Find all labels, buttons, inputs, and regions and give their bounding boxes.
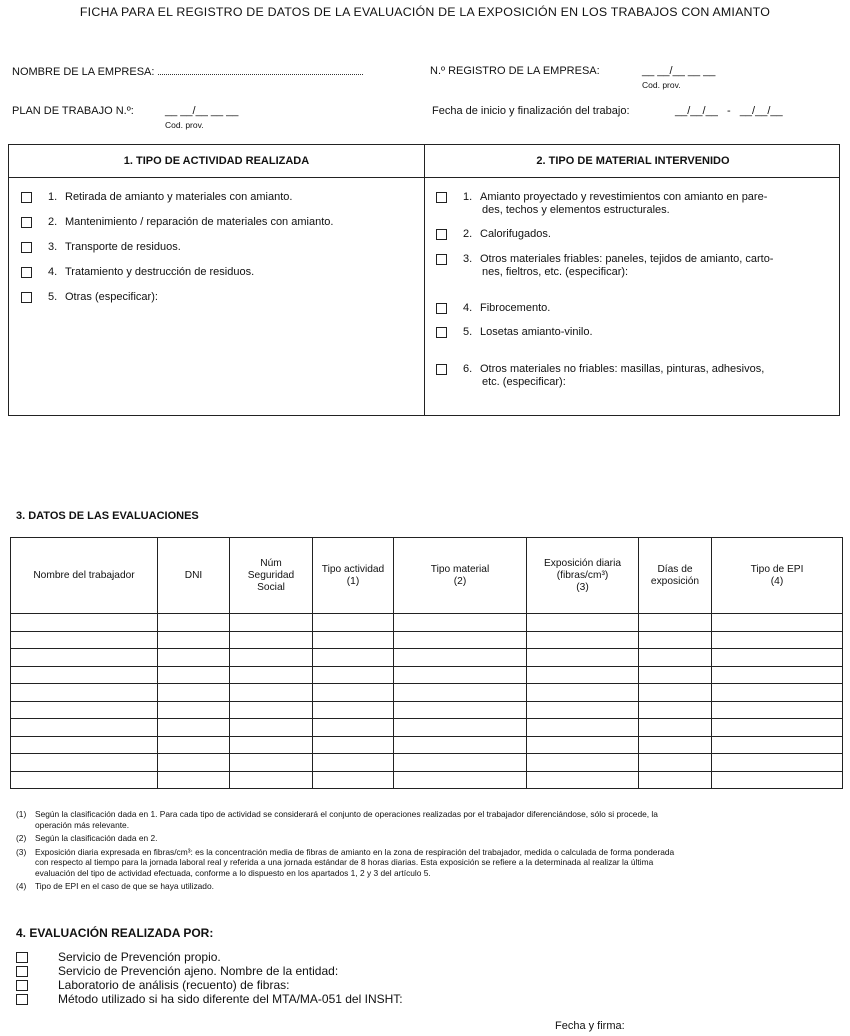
column-header: Exposición diaria (fibras/cm³) (3) (527, 538, 639, 614)
table-cell[interactable] (158, 736, 230, 754)
table-cell[interactable] (158, 701, 230, 719)
table-cell[interactable] (712, 771, 843, 789)
table-cell[interactable] (639, 754, 712, 772)
evaluations-table (10, 537, 843, 789)
table-row (11, 666, 843, 684)
company-registry-label: N.º REGISTRO DE LA EMPRESA: (430, 65, 600, 77)
table-cell[interactable] (230, 614, 313, 632)
table-row (11, 771, 843, 789)
table-cell[interactable] (394, 666, 527, 684)
checkbox[interactable] (436, 364, 447, 375)
table-cell[interactable] (712, 719, 843, 737)
table-row (11, 649, 843, 667)
table-cell[interactable] (394, 701, 527, 719)
table-cell[interactable] (712, 684, 843, 702)
table-cell[interactable] (11, 736, 158, 754)
column-header: Tipo material (2) (394, 538, 527, 614)
checkbox[interactable] (16, 952, 28, 963)
checkbox[interactable] (16, 994, 28, 1005)
checkbox[interactable] (436, 303, 447, 314)
plan-cod-prov: Cod. prov. (165, 120, 204, 130)
table-cell[interactable] (158, 666, 230, 684)
table-cell[interactable] (527, 666, 639, 684)
table-cell[interactable] (230, 649, 313, 667)
table-cell[interactable] (394, 736, 527, 754)
section1-title: 1. TIPO DE ACTIVIDAD REALIZADA (123, 155, 310, 167)
table-cell[interactable] (639, 701, 712, 719)
table-cell[interactable] (11, 666, 158, 684)
table-cell[interactable] (394, 684, 527, 702)
table-cell[interactable] (712, 631, 843, 649)
table-cell[interactable] (394, 614, 527, 632)
table-cell[interactable] (158, 631, 230, 649)
table-cell[interactable] (11, 701, 158, 719)
table-cell[interactable] (639, 614, 712, 632)
table-cell[interactable] (639, 649, 712, 667)
table-cell[interactable] (230, 631, 313, 649)
table-cell[interactable] (712, 754, 843, 772)
table-cell[interactable] (11, 754, 158, 772)
table-header-row (11, 538, 843, 614)
table-cell[interactable] (158, 684, 230, 702)
table-cell[interactable] (394, 631, 527, 649)
table-cell[interactable] (230, 719, 313, 737)
table-cell[interactable] (394, 754, 527, 772)
date-signature-label: Fecha y firma: (555, 1020, 625, 1032)
work-dates-label: Fecha de inicio y finalización del trabajo: (432, 105, 630, 117)
header-divider (9, 177, 839, 178)
checkbox[interactable] (21, 242, 32, 253)
table-cell[interactable] (639, 684, 712, 702)
footnotes (16, 809, 848, 895)
table-cell[interactable] (527, 684, 639, 702)
activity-material-box: 1. TIPO DE ACTIVIDAD REALIZADA 2. TIPO DE MATERIAL INTERVENIDO 1. Retirada de amianto y materiales con amianto. 2. Mantenimiento / reparación de materiales con amianto. 3. Transporte de residuos. 4. Tratamiento y destrucción de residuos. 5. Otras (especificar): 1. Amianto proyectado y revestimientos con amianto en pare- des, techos y elementos estructurales. 2. Calorifugados. 3. Otros materiales friables: paneles, tejidos de amianto, carto- nes, fieltros, etc. (especificar): 4. Fibrocemento. 5. Losetas amianto-vinilo. 6. Otros materiales no friables: masillas, pinturas, adhesivos, etc. (especificar): (8, 144, 840, 416)
table-cell[interactable] (639, 631, 712, 649)
section4-title: 4. EVALUACIÓN REALIZADA POR: (16, 926, 214, 940)
checkbox[interactable] (16, 966, 28, 977)
table-cell[interactable] (158, 771, 230, 789)
footnote: (1) Según la clasificación dada en 1. Para cada tipo de actividad se considerará el conjunto de operaciones realizadas por el trabajador diferenciándose, sólo si procede, la operación más relevante. (16, 809, 658, 830)
column-header: Días de exposición (639, 538, 712, 614)
column-header: Tipo actividad (1) (313, 538, 394, 614)
form-title: FICHA PARA EL REGISTRO DE DATOS DE LA EVALUACIÓN DE LA EXPOSICIÓN EN LOS TRABAJOS CON AMIANTO (79, 5, 771, 19)
footnote: (2) Según la clasificación dada en 2. (16, 833, 158, 843)
section2-title: 2. TIPO DE MATERIAL INTERVENIDO (536, 155, 730, 167)
checkbox[interactable] (16, 980, 28, 991)
table-cell[interactable] (11, 684, 158, 702)
table-row (11, 684, 843, 702)
checkbox[interactable] (21, 217, 32, 228)
table-cell[interactable] (230, 771, 313, 789)
table-cell[interactable] (11, 614, 158, 632)
table-cell[interactable] (158, 614, 230, 632)
column-header: Nombre del trabajador (11, 538, 158, 614)
checkbox[interactable] (436, 192, 447, 203)
table-row (11, 754, 843, 772)
company-registry-blank[interactable]: __ __/__ __ __ (642, 65, 716, 77)
table-cell[interactable] (313, 666, 394, 684)
registry-cod-prov: Cod. prov. (642, 80, 681, 90)
table-cell[interactable] (712, 666, 843, 684)
checkbox[interactable] (21, 192, 32, 203)
table-cell[interactable] (230, 754, 313, 772)
table-cell[interactable] (394, 649, 527, 667)
company-name-field[interactable] (12, 65, 363, 78)
checkbox[interactable] (21, 267, 32, 278)
column-divider (424, 145, 425, 415)
table-cell[interactable] (712, 649, 843, 667)
table-cell[interactable] (527, 719, 639, 737)
table-cell[interactable] (230, 701, 313, 719)
company-name-dotted-line[interactable] (158, 65, 363, 75)
table-cell[interactable] (639, 719, 712, 737)
table-cell[interactable] (394, 771, 527, 789)
section3-title: 3. DATOS DE LAS EVALUACIONES (16, 510, 199, 522)
table-cell[interactable] (313, 614, 394, 632)
checkbox[interactable] (436, 327, 447, 338)
column-header: Núm Seguridad Social (230, 538, 313, 614)
table-cell[interactable] (230, 666, 313, 684)
work-dates-blank[interactable]: __/__/__ - __/__/__ (675, 105, 783, 117)
table-row (11, 701, 843, 719)
footnote: (3) Exposición diaria expresada en fibras/cm³: es la concentración media de fibras de amianto en la zona de respiración del trabajador, medida o calculada de forma ponderada con respecto al tiempo para la jornada laboral real y referida a una jornada estándar de 8 horas diarias. Esta exposición se refiere a la determinada al realizar la última evaluación del tipo de actividad efectuada, conforme a lo dispuesto en los apartados 1, 2 y 3 del artículo 5. (16, 846, 675, 878)
table-cell[interactable] (712, 736, 843, 754)
table-row (11, 719, 843, 737)
table-cell[interactable] (527, 771, 639, 789)
table-cell[interactable] (313, 631, 394, 649)
table-cell[interactable] (712, 701, 843, 719)
table-cell[interactable] (313, 701, 394, 719)
table-row (11, 631, 843, 649)
table-cell[interactable] (313, 771, 394, 789)
table-cell[interactable] (527, 631, 639, 649)
table-cell[interactable] (158, 754, 230, 772)
checkbox[interactable] (21, 292, 32, 303)
table-cell[interactable] (158, 649, 230, 667)
table-cell[interactable] (527, 701, 639, 719)
table-cell[interactable] (11, 719, 158, 737)
table-cell[interactable] (313, 754, 394, 772)
table-row (11, 736, 843, 754)
column-header: DNI (158, 538, 230, 614)
table-cell[interactable] (313, 719, 394, 737)
table-cell[interactable] (639, 771, 712, 789)
table-cell[interactable] (230, 684, 313, 702)
table-cell[interactable] (313, 736, 394, 754)
table-cell[interactable] (11, 771, 158, 789)
table-cell[interactable] (527, 754, 639, 772)
table-cell[interactable] (639, 736, 712, 754)
table-row (11, 614, 843, 632)
table-cell[interactable] (158, 719, 230, 737)
table-cell[interactable] (527, 614, 639, 632)
footnote: (4) Tipo de EPI en el caso de que se haya utilizado. (16, 881, 214, 891)
column-header: Tipo de EPI (4) (712, 538, 843, 614)
table-cell[interactable] (639, 666, 712, 684)
work-plan-blank[interactable]: __ __/__ __ __ (165, 105, 239, 117)
checkbox[interactable] (436, 254, 447, 265)
company-name-label: NOMBRE DE LA EMPRESA: (12, 66, 155, 78)
table-cell[interactable] (11, 631, 158, 649)
table-cell[interactable] (712, 614, 843, 632)
table-cell[interactable] (527, 736, 639, 754)
table-cell[interactable] (11, 649, 158, 667)
table-cell[interactable] (313, 649, 394, 667)
table-cell[interactable] (313, 684, 394, 702)
table-cell[interactable] (527, 649, 639, 667)
table-cell[interactable] (394, 719, 527, 737)
checkbox[interactable] (436, 229, 447, 240)
table-cell[interactable] (230, 736, 313, 754)
work-plan-label: PLAN DE TRABAJO N.º: (12, 105, 134, 117)
